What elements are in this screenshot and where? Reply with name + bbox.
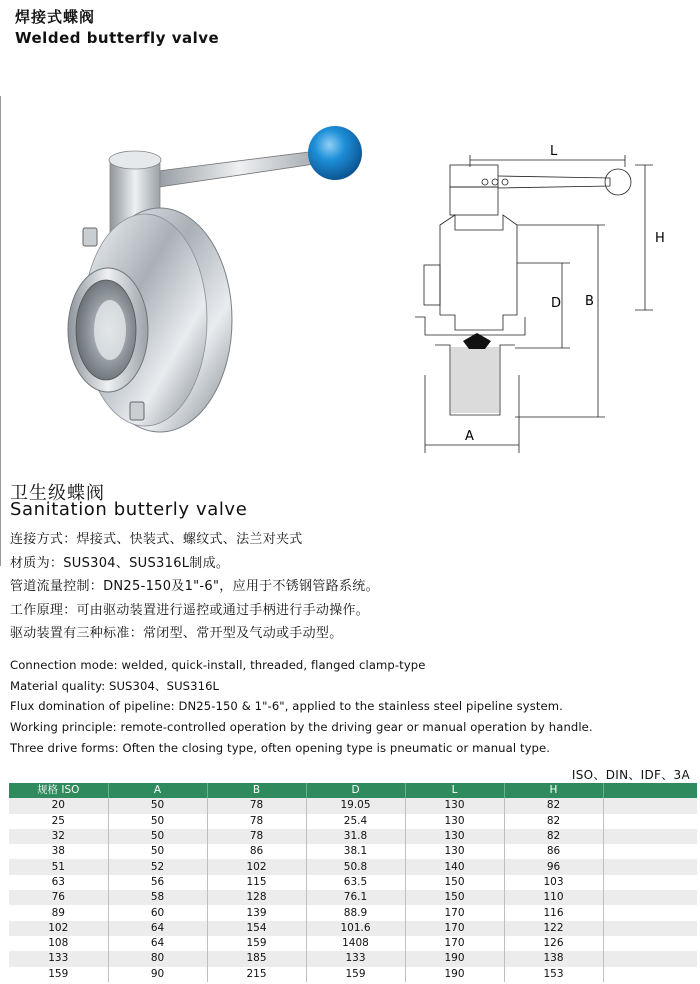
desc-cn-line: 驱动装置有三种标准：常闭型、常开型及气动或手动型。 xyxy=(10,626,343,641)
table-cell: 96 xyxy=(504,859,603,874)
table-row xyxy=(9,951,697,966)
col-header-l: L xyxy=(405,783,504,798)
dim-label-h: H xyxy=(655,231,665,246)
table-cell: 102 xyxy=(9,921,108,936)
col-header-d: D xyxy=(306,783,405,798)
table-cell: 19.05 xyxy=(306,798,405,813)
table-cell: 116 xyxy=(504,905,603,920)
table-cell xyxy=(603,951,697,966)
standards-label: ISO、DIN、IDF、3A xyxy=(571,768,690,782)
table-cell: 78 xyxy=(207,814,306,829)
table-cell: 101.6 xyxy=(306,921,405,936)
table-row xyxy=(9,921,697,936)
table-cell: 64 xyxy=(108,921,207,936)
valve-photo xyxy=(40,120,380,450)
table-cell: 51 xyxy=(9,859,108,874)
table-cell: 130 xyxy=(405,844,504,859)
table-cell xyxy=(603,921,697,936)
table-cell: 64 xyxy=(108,936,207,951)
table-cell: 103 xyxy=(504,875,603,890)
table-cell: 52 xyxy=(108,859,207,874)
table-cell: 63.5 xyxy=(306,875,405,890)
table-cell: 60 xyxy=(108,905,207,920)
table-cell: 133 xyxy=(306,951,405,966)
table-cell: 102 xyxy=(207,859,306,874)
table-cell xyxy=(603,798,697,813)
desc-en-line: Material quality: SUS304、SUS316L xyxy=(10,678,220,693)
table-cell xyxy=(603,814,697,829)
table-cell: 110 xyxy=(504,890,603,905)
table-cell: 1408 xyxy=(306,936,405,951)
table-cell: 86 xyxy=(207,844,306,859)
desc-cn-line: 连接方式：焊接式、快装式、螺纹式、法兰对夹式 xyxy=(10,532,303,547)
table-row xyxy=(9,859,697,874)
description-en xyxy=(10,655,700,758)
table-cell: 50 xyxy=(108,798,207,813)
table-cell: 78 xyxy=(207,829,306,844)
table-cell: 50 xyxy=(108,829,207,844)
col-header-h: H xyxy=(504,783,603,798)
table-row xyxy=(9,967,697,982)
table-cell: 50 xyxy=(108,844,207,859)
table-cell: 159 xyxy=(9,967,108,982)
table-cell: 133 xyxy=(9,951,108,966)
table-cell: 78 xyxy=(207,798,306,813)
desc-en-line: Connection mode: welded, quick-install, threaded, flanged clamp-type xyxy=(10,658,426,672)
desc-cn-line: 工作原理：可由驱动装置进行遥控或通过手柄进行手动操作。 xyxy=(10,602,370,618)
table-cell: 130 xyxy=(405,814,504,829)
table-cell: 185 xyxy=(207,951,306,966)
table-cell xyxy=(603,844,697,859)
table-cell: 82 xyxy=(504,798,603,813)
table-cell: 190 xyxy=(405,951,504,966)
table-cell: 130 xyxy=(405,798,504,813)
table-row xyxy=(9,875,697,890)
table-cell: 150 xyxy=(405,875,504,890)
header-title-en: Welded butterfly valve xyxy=(15,29,220,47)
desc-en-line: Three drive forms: Often the closing type, often opening type is pneumatic or manual type. xyxy=(10,740,551,755)
table-cell: 82 xyxy=(504,829,603,844)
desc-cn-line: 材质为：SUS304、SUS316L制成。 xyxy=(10,555,230,571)
col-header-b: B xyxy=(207,783,306,798)
description-cn xyxy=(10,528,690,646)
desc-en-line: Working principle: remote-controlled operation by the driving gear or manual operation by handle. xyxy=(10,720,593,735)
table-cell: 63 xyxy=(9,875,108,890)
table-cell xyxy=(603,829,697,844)
section-title-en: Sanitation butterly valve xyxy=(10,499,248,520)
table-cell: 153 xyxy=(504,967,603,982)
header-title-cn: 焊接式蝶阀 xyxy=(15,8,96,26)
table-row xyxy=(9,936,697,951)
table-cell xyxy=(603,875,697,890)
table-row xyxy=(9,829,697,844)
table-cell: 139 xyxy=(207,905,306,920)
table-cell: 90 xyxy=(108,967,207,982)
desc-cn-line: 管道流量控制：DN25-150及1"-6"，应用于不锈钢管路系统。 xyxy=(10,579,379,594)
table-cell: 25.4 xyxy=(306,814,405,829)
col-header-size: 规格 ISO xyxy=(9,783,108,798)
table-cell: 122 xyxy=(504,921,603,936)
table-cell: 31.8 xyxy=(306,829,405,844)
table-cell xyxy=(603,936,697,951)
table-cell: 138 xyxy=(504,951,603,966)
table-cell xyxy=(603,890,697,905)
table-cell: 150 xyxy=(405,890,504,905)
table-cell: 215 xyxy=(207,967,306,982)
table-cell xyxy=(603,967,697,982)
table-row xyxy=(9,844,697,859)
table-cell: 38 xyxy=(9,844,108,859)
table-header-row xyxy=(9,783,697,798)
table-cell xyxy=(603,905,697,920)
table-cell: 56 xyxy=(108,875,207,890)
table-cell: 82 xyxy=(504,814,603,829)
dim-label-a: A xyxy=(465,429,474,444)
col-header-blank xyxy=(603,783,697,798)
spec-table xyxy=(9,783,697,982)
table-row xyxy=(9,798,697,813)
table-cell: 50 xyxy=(108,814,207,829)
table-cell: 115 xyxy=(207,875,306,890)
table-cell: 89 xyxy=(9,905,108,920)
table-cell: 140 xyxy=(405,859,504,874)
table-cell: 58 xyxy=(108,890,207,905)
dim-label-b: B xyxy=(585,294,594,309)
table-cell xyxy=(603,859,697,874)
table-cell: 86 xyxy=(504,844,603,859)
table-cell: 76 xyxy=(9,890,108,905)
dimension-drawing xyxy=(405,135,695,465)
table-cell: 20 xyxy=(9,798,108,813)
table-cell: 32 xyxy=(9,829,108,844)
table-cell: 130 xyxy=(405,829,504,844)
section-title-cn: 卫生级蝶阀 xyxy=(10,483,105,504)
col-header-a: A xyxy=(108,783,207,798)
table-row xyxy=(9,905,697,920)
table-cell: 159 xyxy=(207,936,306,951)
table-row xyxy=(9,890,697,905)
table-cell: 170 xyxy=(405,936,504,951)
table-cell: 88.9 xyxy=(306,905,405,920)
table-cell: 170 xyxy=(405,921,504,936)
desc-en-line: Flux domination of pipeline: DN25-150 & 1"-6", applied to the stainless steel pipeline system. xyxy=(10,699,563,714)
dim-label-l: L xyxy=(550,144,558,159)
table-cell: 170 xyxy=(405,905,504,920)
table-cell: 159 xyxy=(306,967,405,982)
page-edge-line xyxy=(0,96,1,566)
table-cell: 76.1 xyxy=(306,890,405,905)
table-cell: 108 xyxy=(9,936,108,951)
table-cell: 128 xyxy=(207,890,306,905)
table-cell: 50.8 xyxy=(306,859,405,874)
table-cell: 38.1 xyxy=(306,844,405,859)
table-cell: 126 xyxy=(504,936,603,951)
table-cell: 80 xyxy=(108,951,207,966)
table-cell: 25 xyxy=(9,814,108,829)
table-cell: 190 xyxy=(405,967,504,982)
table-row xyxy=(9,814,697,829)
dim-label-d: D xyxy=(551,296,562,311)
table-cell: 154 xyxy=(207,921,306,936)
